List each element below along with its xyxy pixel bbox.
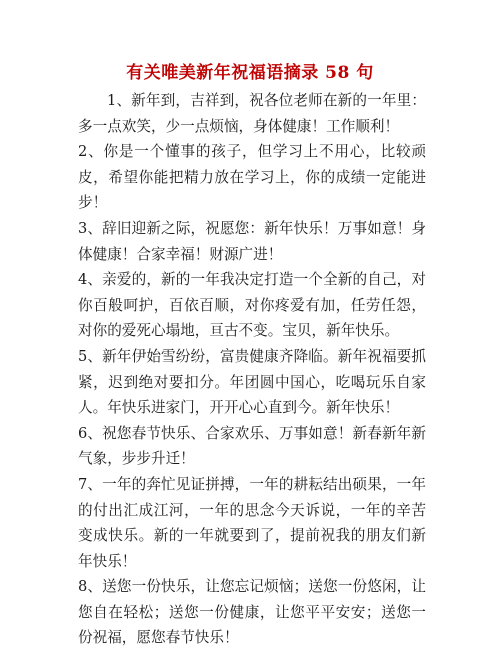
paragraph-2: 2、你是一个懂事的孩子，但学习上不用心，比较顽皮，希望你能把精力放在学习上，你的成绩一定能进步！ xyxy=(78,143,426,212)
paragraph-7: 7、一年的奔忙见证拼搏，一年的耕耘结出硕果，一年的付出汇成江河，一年的思念今天诉说，一年的辛苦变成快乐。新的一年就要到了，提前祝我的朋友们新年快乐！ xyxy=(78,475,426,570)
paragraph-3: 3、辞旧迎新之际，祝愿您：新年快乐！万事如意！身体健康！合家幸福！财源广进！ xyxy=(78,219,426,263)
paragraph-5: 5、新年伊始雪纷纷，富贵健康齐降临。新年祝福要抓紧，迟到绝对要扣分。年团圆中国心，吃喝玩乐自家人。年快乐进家门，开开心心直到今。新年快乐！ xyxy=(78,347,426,417)
document-body xyxy=(78,88,426,651)
paragraph-8: 8、送您一份快乐，让您忘记烦恼；送您一份悠闲，让您自在轻松；送您一份健康，让您平平安安；送您一份祝福，愿您春节快乐！ xyxy=(78,578,426,647)
document-title: 有关唯美新年祝福语摘录 58 句 xyxy=(126,63,374,83)
paragraph-6: 6、祝您春节快乐、合家欢乐、万事如意！新春新年新气象，步步升迁！ xyxy=(78,424,426,468)
paragraph-1: 1、新年到，吉祥到，祝各位老师在新的一年里：多一点欢笑，少一点烦恼，身体健康！工作顺利！ xyxy=(78,92,426,135)
paragraph-4: 4、亲爱的，新的一年我决定打造一个全新的自己，对你百般呵护，百依百顺，对你疼爱有加，任劳任怨，对你的爱死心塌地，亘古不变。宝贝，新年快乐。 xyxy=(78,271,426,340)
